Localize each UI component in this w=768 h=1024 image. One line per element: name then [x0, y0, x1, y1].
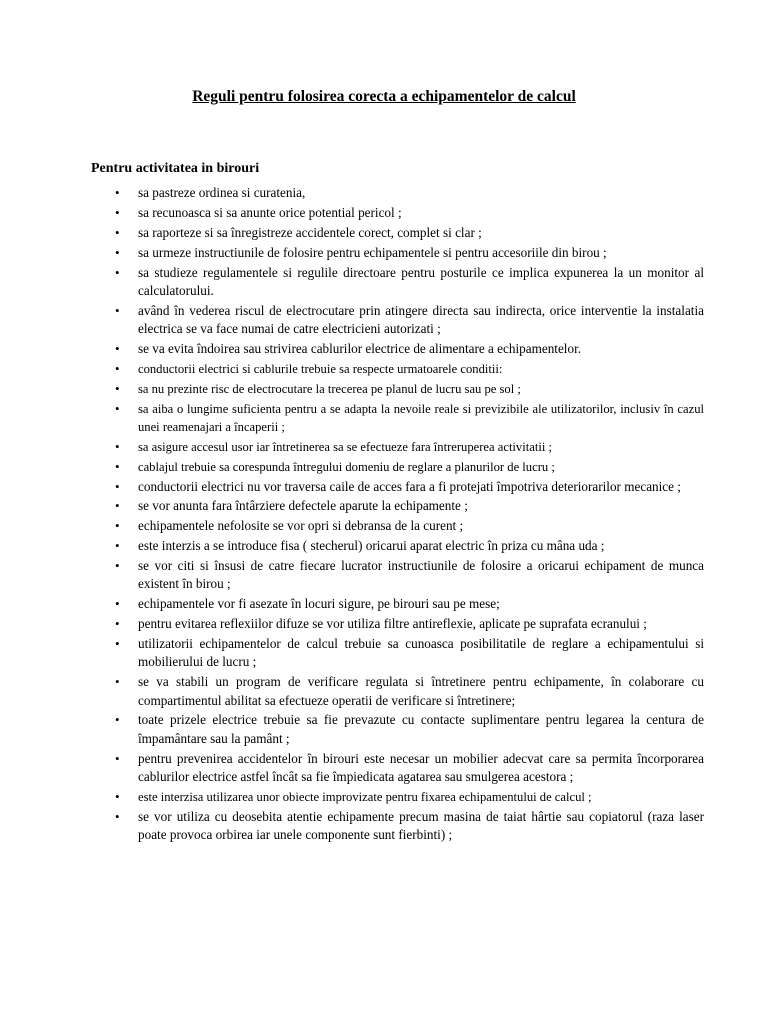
- rule-text: sa aiba o lungime suficienta pentru a se adapta la nevoile reale si previzibile ale utilizatorilor, inclusiv în cazul unei reamenajari a încaperii ;: [138, 401, 704, 434]
- bullet-icon: •: [115, 204, 120, 220]
- bullet-icon: •: [115, 458, 120, 474]
- list-item: [0, 224, 768, 242]
- rule-text: se vor citi si însusi de catre fiecare lucrator instructiunile de folosire a oricarui echipament de munca existent în birou ;: [138, 558, 704, 592]
- bullet-icon: •: [115, 538, 120, 554]
- rule-text: se va stabili un program de verificare regulata si întretinere pentru echipamente, în colaborare cu compartimentul abilitat sa efectueze operatii de verificare si întretinere;: [138, 674, 704, 708]
- list-item: [0, 497, 768, 515]
- bullet-icon: •: [115, 478, 120, 494]
- rule-text: se vor utiliza cu deosebita atentie echipamente precum masina de taiat hârtie sau copiatorul (raza laser poate provoca orbirea iar unele componente sunt fierbinti) ;: [138, 808, 704, 843]
- rule-text: sa pastreze ordinea si curatenia,: [138, 185, 306, 200]
- rule-text: sa asigure accesul usor iar întretinerea sa se efectueze fara întreruperea activitatii ;: [138, 439, 552, 454]
- list-item: [0, 302, 768, 339]
- rule-text: conductorii electrici nu vor traversa caile de acces fara a fi protejati împotriva deteriorarilor mecanice ;: [138, 478, 681, 494]
- rule-text: pentru prevenirea accidentelor în birouri este necesar un mobilier adecvat care sa permita încorporarea cablurilor electrice astfel încât sa fie împiedicata agatarea sau smulgerea acestora ;: [138, 750, 704, 784]
- list-item: [0, 264, 768, 301]
- list-item: [0, 557, 768, 594]
- bullet-icon: •: [115, 636, 120, 652]
- list-item: [0, 360, 768, 378]
- rule-text: pentru evitarea reflexiilor difuze se vor utiliza filtre antireflexie, aplicate pe suprafata ecranului ;: [138, 616, 647, 632]
- list-item: [0, 635, 768, 672]
- bullet-icon: •: [115, 302, 120, 318]
- bullet-icon: •: [115, 616, 120, 632]
- bullet-icon: •: [115, 674, 120, 690]
- bullet-icon: •: [115, 438, 120, 454]
- bullet-icon: •: [115, 360, 120, 376]
- list-item: [0, 340, 768, 358]
- rule-text: conductorii electrici si cablurile trebuie sa respecte urmatoarele conditii:: [138, 361, 503, 376]
- list-item: [0, 615, 768, 633]
- rule-text: sa urmeze instructiunile de folosire pentru echipamentele si pentru accesoriile din birou ;: [138, 244, 607, 260]
- bullet-icon: •: [115, 712, 120, 728]
- rules-list: [0, 184, 768, 846]
- rule-text: sa raporteze si sa înregistreze accidentele corect, complet si clar ;: [138, 224, 482, 240]
- list-item: [0, 204, 768, 222]
- rule-text: se vor anunta fara întârziere defectele aparute la echipamente ;: [138, 498, 468, 514]
- list-item: [0, 537, 768, 555]
- section-heading: Pentru activitatea in birouri: [91, 161, 260, 176]
- bullet-icon: •: [115, 224, 120, 240]
- bullet-icon: •: [115, 380, 120, 396]
- bullet-icon: •: [115, 264, 120, 280]
- list-item: [0, 244, 768, 262]
- rule-text: având în vederea riscul de electrocutare prin atingere directa sau indirecta, orice interventie la instalatia electrica se va face numai de catre electricieni autorizati ;: [138, 302, 704, 337]
- rule-text: se va evita îndoirea sau strivirea cablurilor electrice de alimentare a echipamentelor.: [138, 340, 582, 356]
- rule-text: sa nu prezinte risc de electrocutare la trecerea pe planul de lucru sau pe sol ;: [138, 381, 521, 396]
- bullet-icon: •: [115, 596, 120, 612]
- list-item: [0, 750, 768, 787]
- bullet-icon: •: [115, 518, 120, 534]
- list-item: [0, 380, 768, 398]
- list-item: [0, 711, 768, 748]
- bullet-icon: •: [115, 788, 120, 804]
- list-item: [0, 400, 768, 437]
- list-item: [0, 808, 768, 845]
- bullet-icon: •: [115, 808, 120, 824]
- list-item: [0, 438, 768, 456]
- list-item: [0, 673, 768, 710]
- list-item: [0, 517, 768, 535]
- rule-text: echipamentele nefolosite se vor opri si debransa de la curent ;: [138, 518, 464, 534]
- rule-text: toate prizele electrice trebuie sa fie prevazute cu contacte suplimentare pentru legarea la centura de împamântare sau la pamânt ;: [138, 712, 704, 746]
- rule-text: este interzisa utilizarea unor obiecte improvizate pentru fixarea echipamentului de calcul ;: [138, 789, 592, 804]
- bullet-icon: •: [115, 750, 120, 766]
- bullet-icon: •: [115, 400, 120, 416]
- bullet-icon: •: [115, 340, 120, 356]
- list-item: [0, 458, 768, 476]
- rule-text: cablajul trebuie sa corespunda întregului domeniu de reglare a planurilor de lucru ;: [138, 459, 555, 474]
- rule-text: sa studieze regulamentele si regulile directoare pentru posturile ce implica expunerea la un monitor al calculatorului.: [138, 264, 704, 298]
- bullet-icon: •: [115, 558, 120, 574]
- list-item: [0, 478, 768, 496]
- list-item: [0, 184, 768, 202]
- document-title: Reguli pentru folosirea corecta a echipamentelor de calcul: [192, 88, 576, 105]
- rule-text: utilizatorii echipamentelor de calcul trebuie sa cunoasca posibilitatile de reglare a echipamentului si mobilierului de lucru ;: [138, 636, 704, 670]
- rule-text: echipamentele vor fi asezate în locuri sigure, pe birouri sau pe mese;: [138, 596, 500, 612]
- list-item: [0, 595, 768, 613]
- bullet-icon: •: [115, 185, 120, 200]
- rule-text: este interzis a se introduce fisa ( stecherul) oricarui aparat electric în priza cu mâna uda ;: [138, 538, 605, 554]
- bullet-icon: •: [115, 244, 120, 260]
- rule-text: sa recunoasca si sa anunte orice potential pericol ;: [138, 204, 402, 220]
- list-item: [0, 788, 768, 806]
- bullet-icon: •: [115, 498, 120, 514]
